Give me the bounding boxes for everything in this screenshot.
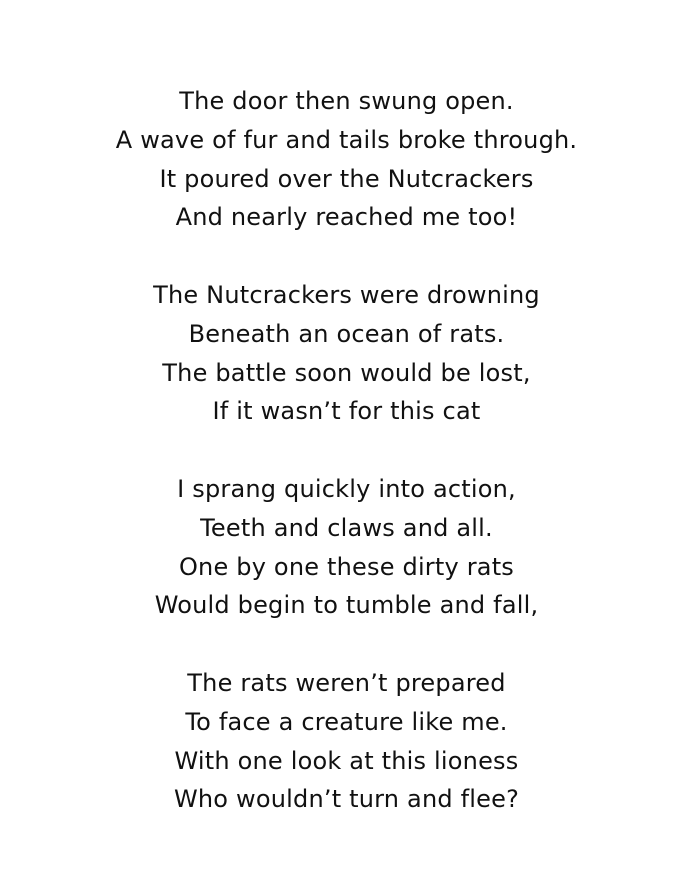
stanza-3 bbox=[0, 470, 693, 625]
poem-line: To face a creature like me. bbox=[185, 707, 508, 736]
poem-line: Teeth and claws and all. bbox=[200, 513, 493, 542]
poem-line: One by one these dirty rats bbox=[178, 552, 515, 581]
poem-line: Would begin to tumble and fall, bbox=[154, 591, 539, 620]
poem-line: If it wasn’t for this cat bbox=[212, 397, 481, 426]
stanza-2 bbox=[0, 276, 693, 431]
poem-text bbox=[0, 82, 693, 819]
stanza-1 bbox=[0, 82, 693, 237]
poem-line: Who wouldn’t turn and flee? bbox=[173, 785, 520, 814]
poem-line: And nearly reached me too! bbox=[175, 203, 518, 232]
poem-line: The Nutcrackers were drowning bbox=[153, 280, 540, 309]
poem-line: The rats weren’t prepared bbox=[187, 668, 506, 697]
poem-line: A wave of fur and tails broke through. bbox=[115, 125, 578, 154]
poem-line: It poured over the Nutcrackers bbox=[159, 164, 534, 193]
poem-line: The battle soon would be lost, bbox=[162, 358, 531, 387]
poem-line: Beneath an ocean of rats. bbox=[188, 319, 505, 348]
stanza-4 bbox=[0, 664, 693, 819]
poem-line: I sprang quickly into action, bbox=[177, 474, 516, 503]
poem-line: The door then swung open. bbox=[179, 87, 514, 115]
poem-line: With one look at this lioness bbox=[174, 746, 519, 775]
